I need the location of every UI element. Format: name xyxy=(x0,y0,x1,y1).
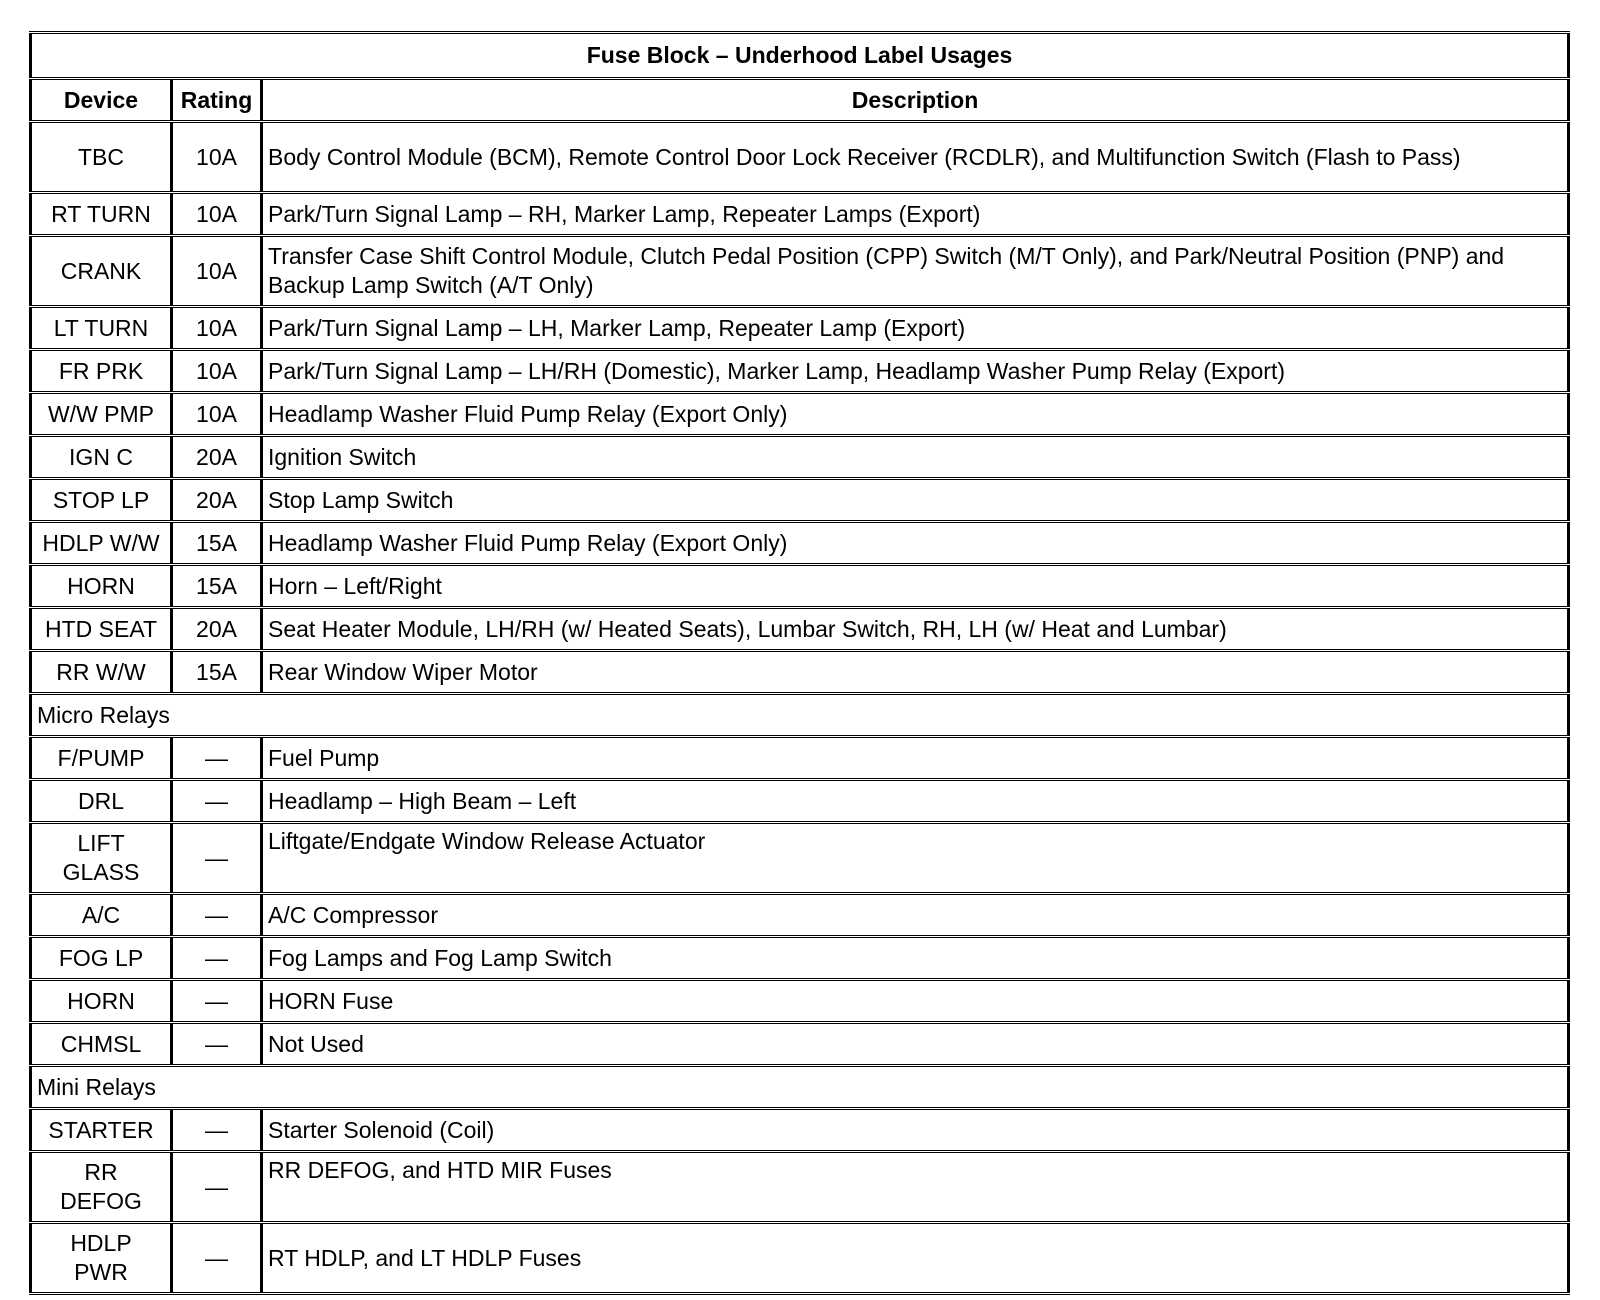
rating-cell: 20A xyxy=(172,479,262,522)
description-cell: Fuel Pump xyxy=(262,737,1569,780)
device-cell: HORN xyxy=(31,565,172,608)
rating-cell: — xyxy=(172,937,262,980)
section-row-mini-relays xyxy=(31,1066,1569,1109)
description-cell: Body Control Module (BCM), Remote Control Door Lock Receiver (RCDLR), and Multifunction Switch (Flash to Pass) xyxy=(262,122,1569,193)
device-cell: RT TURN xyxy=(31,193,172,236)
description-cell: Transfer Case Shift Control Module, Clutch Pedal Position (CPP) Switch (M/T Only), and Park/Neutral Position (PNP) and Backup Lamp Switch (A/T Only) xyxy=(262,236,1569,307)
device-cell: W/W PMP xyxy=(31,393,172,436)
rating-cell: 10A xyxy=(172,122,262,193)
rating-cell: 10A xyxy=(172,393,262,436)
table-row xyxy=(31,522,1569,565)
rating-column-header: Rating xyxy=(172,79,262,122)
table-row xyxy=(31,894,1569,937)
description-cell: A/C Compressor xyxy=(262,894,1569,937)
rating-cell: 10A xyxy=(172,193,262,236)
device-cell: HDLP W/W xyxy=(31,522,172,565)
table-row xyxy=(31,823,1569,894)
table-row xyxy=(31,937,1569,980)
table-title-row xyxy=(31,33,1569,79)
device-cell: RR W/W xyxy=(31,651,172,694)
device-cell: RR DEFOG xyxy=(31,1152,172,1223)
table-row xyxy=(31,1109,1569,1152)
rating-cell: 15A xyxy=(172,522,262,565)
rating-cell: 10A xyxy=(172,350,262,393)
device-cell: FR PRK xyxy=(31,350,172,393)
device-cell: HTD SEAT xyxy=(31,608,172,651)
table-row xyxy=(31,980,1569,1023)
rating-cell: — xyxy=(172,1223,262,1294)
device-cell: CRANK xyxy=(31,236,172,307)
table-row xyxy=(31,1223,1569,1294)
description-cell: Headlamp Washer Fluid Pump Relay (Export Only) xyxy=(262,522,1569,565)
device-cell: DRL xyxy=(31,780,172,823)
description-cell: Headlamp – High Beam – Left xyxy=(262,780,1569,823)
description-cell: Park/Turn Signal Lamp – LH, Marker Lamp, Repeater Lamp (Export) xyxy=(262,307,1569,350)
rating-cell: 15A xyxy=(172,565,262,608)
device-cell: IGN C xyxy=(31,436,172,479)
table-row xyxy=(31,122,1569,193)
description-cell: Rear Window Wiper Motor xyxy=(262,651,1569,694)
device-cell: HDLP PWR xyxy=(31,1223,172,1294)
device-column-header: Device xyxy=(31,79,172,122)
rating-cell: 15A xyxy=(172,651,262,694)
description-cell: Stop Lamp Switch xyxy=(262,479,1569,522)
description-cell: Park/Turn Signal Lamp – LH/RH (Domestic), Marker Lamp, Headlamp Washer Pump Relay (Export) xyxy=(262,350,1569,393)
table-row xyxy=(31,737,1569,780)
description-cell: HORN Fuse xyxy=(262,980,1569,1023)
description-cell: Liftgate/Endgate Window Release Actuator xyxy=(262,823,1569,894)
rating-cell: — xyxy=(172,823,262,894)
rating-cell: 10A xyxy=(172,236,262,307)
device-cell: TBC xyxy=(31,122,172,193)
table-title: Fuse Block – Underhood Label Usages xyxy=(31,33,1569,79)
table-row xyxy=(31,651,1569,694)
table-row xyxy=(31,393,1569,436)
device-cell: F/PUMP xyxy=(31,737,172,780)
description-cell: Park/Turn Signal Lamp – RH, Marker Lamp, Repeater Lamps (Export) xyxy=(262,193,1569,236)
table-row xyxy=(31,780,1569,823)
description-column-header: Description xyxy=(262,79,1569,122)
device-cell: A/C xyxy=(31,894,172,937)
table-row xyxy=(31,193,1569,236)
table-row xyxy=(31,1023,1569,1066)
table-row xyxy=(31,307,1569,350)
description-cell: Not Used xyxy=(262,1023,1569,1066)
rating-cell: — xyxy=(172,780,262,823)
table-row xyxy=(31,479,1569,522)
table-row xyxy=(31,236,1569,307)
description-cell: Horn – Left/Right xyxy=(262,565,1569,608)
table-row xyxy=(31,350,1569,393)
rating-cell: 10A xyxy=(172,307,262,350)
rating-cell: 20A xyxy=(172,436,262,479)
rating-cell: — xyxy=(172,894,262,937)
description-cell: RT HDLP, and LT HDLP Fuses xyxy=(262,1223,1569,1294)
description-cell: RR DEFOG, and HTD MIR Fuses xyxy=(262,1152,1569,1223)
rating-cell: 20A xyxy=(172,608,262,651)
section-label: Mini Relays xyxy=(31,1066,1569,1109)
rating-cell: — xyxy=(172,1109,262,1152)
device-cell: FOG LP xyxy=(31,937,172,980)
rating-cell: — xyxy=(172,980,262,1023)
description-cell: Fog Lamps and Fog Lamp Switch xyxy=(262,937,1569,980)
description-cell: Seat Heater Module, LH/RH (w/ Heated Seats), Lumbar Switch, RH, LH (w/ Heat and Lumbar) xyxy=(262,608,1569,651)
fuse-usage-table xyxy=(29,31,1570,1295)
rating-cell: — xyxy=(172,1152,262,1223)
device-cell: LIFT GLASS xyxy=(31,823,172,894)
description-cell: Ignition Switch xyxy=(262,436,1569,479)
description-cell: Headlamp Washer Fluid Pump Relay (Export Only) xyxy=(262,393,1569,436)
device-cell: STOP LP xyxy=(31,479,172,522)
table-header-row xyxy=(31,79,1569,122)
section-row-micro-relays xyxy=(31,694,1569,737)
device-cell: CHMSL xyxy=(31,1023,172,1066)
table-row xyxy=(31,608,1569,651)
device-cell: STARTER xyxy=(31,1109,172,1152)
table-row xyxy=(31,565,1569,608)
rating-cell: — xyxy=(172,737,262,780)
description-cell: Starter Solenoid (Coil) xyxy=(262,1109,1569,1152)
section-label: Micro Relays xyxy=(31,694,1569,737)
device-cell: LT TURN xyxy=(31,307,172,350)
device-cell: HORN xyxy=(31,980,172,1023)
table-row xyxy=(31,1152,1569,1223)
rating-cell: — xyxy=(172,1023,262,1066)
table-row xyxy=(31,436,1569,479)
